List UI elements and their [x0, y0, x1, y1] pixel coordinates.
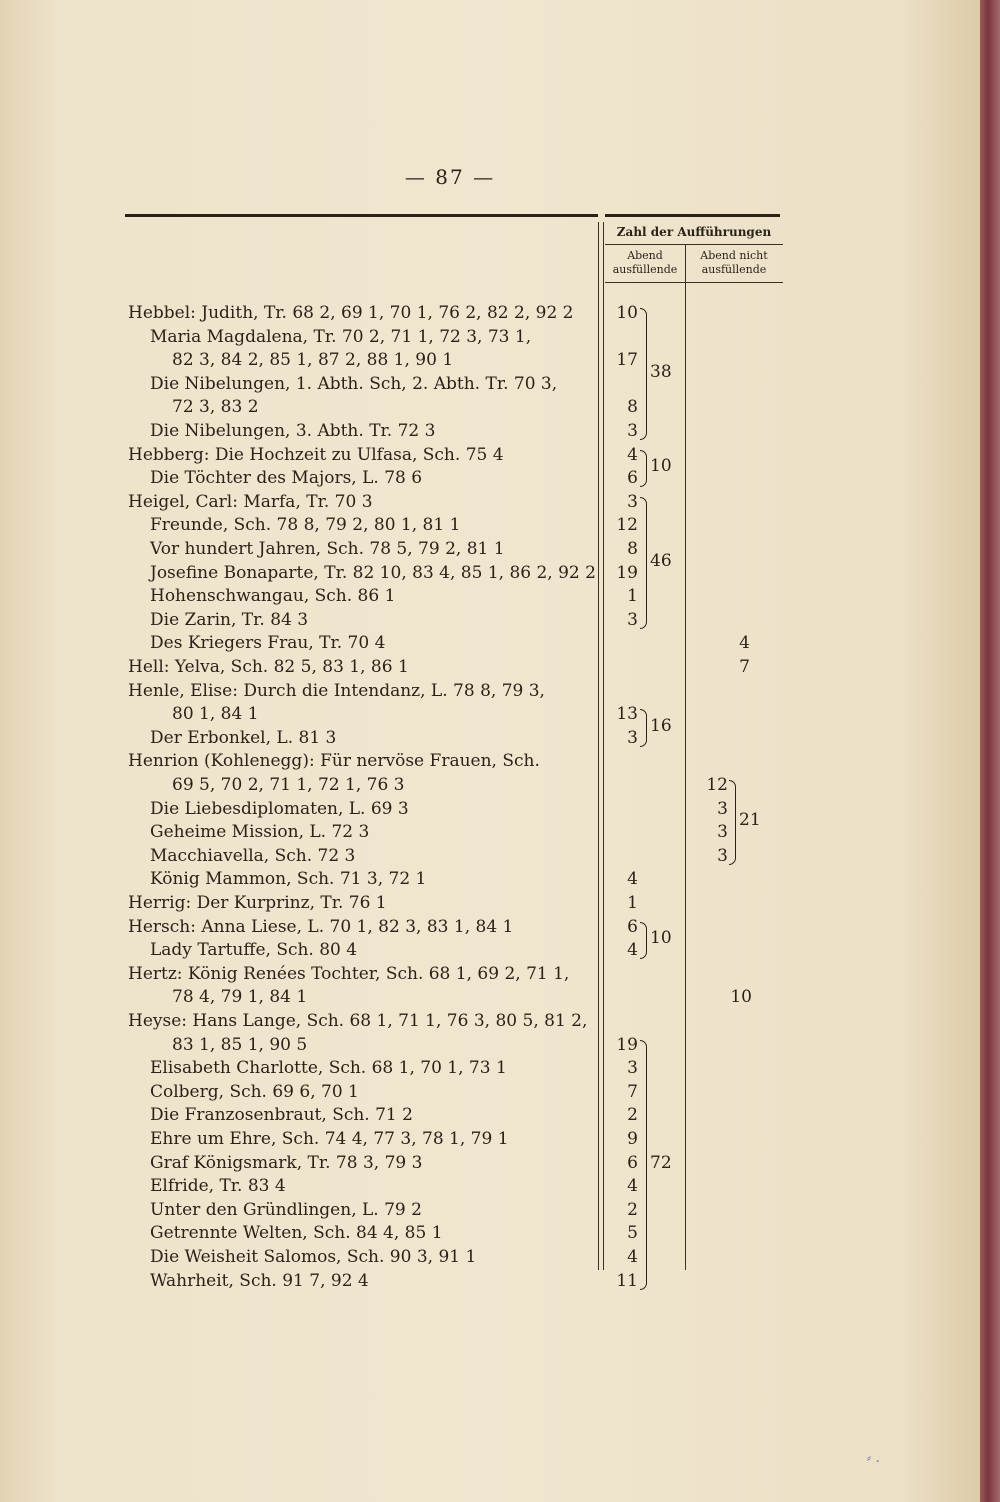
- count-not-evening: 3: [717, 822, 728, 843]
- count-evening: 5: [627, 1223, 638, 1244]
- pencil-mark: ⸗ .: [866, 1450, 880, 1466]
- entry-text: Lady Tartuffe, Sch. 80 4: [150, 940, 358, 961]
- entry-text: Die Nibelungen, 3. Abth. Tr. 72 3: [150, 421, 436, 441]
- entry-text: Vor hundert Jahren, Sch. 78 5, 79 2, 81 1: [150, 539, 505, 559]
- group-total: 10: [650, 456, 672, 477]
- entry-text: Hertz: König Renées Tochter, Sch. 68 1, 69 2, 71 1,: [128, 963, 570, 984]
- entry-text: Elfride, Tr. 83 4: [150, 1176, 286, 1197]
- count-evening: 6: [627, 916, 638, 937]
- count-evening: 4: [627, 869, 638, 890]
- entry-text: Herrig: Der Kurprinz, Tr. 76 1: [128, 893, 387, 913]
- count-evening: 9: [627, 1129, 638, 1149]
- entry-text: Die Liebesdiplomaten, L. 69 3: [150, 798, 409, 819]
- count-not-evening: 3: [717, 798, 728, 819]
- count-not-evening: 3: [717, 845, 728, 866]
- count-evening: 7: [627, 1081, 638, 1102]
- entry-text: Geheime Mission, L. 72 3: [150, 822, 370, 843]
- entry-text: Heigel, Carl: Marfa, Tr. 70 3: [128, 491, 373, 512]
- group-brace: [640, 709, 647, 747]
- entry-text: Die Weisheit Salomos, Sch. 90 3, 91 1: [150, 1247, 477, 1267]
- entry-text: Elisabeth Charlotte, Sch. 68 1, 70 1, 73 1: [150, 1058, 507, 1079]
- entry-text: Der Erbonkel, L. 81 3: [150, 727, 337, 748]
- entry-text: 80 1, 84 1: [172, 704, 259, 725]
- header-col1: Abend ausfüllende: [612, 249, 678, 276]
- entry-text: Henle, Elise: Durch die Intendanz, L. 78 8, 79 3,: [128, 680, 545, 701]
- entry-text: 72 3, 83 2: [172, 397, 259, 418]
- count-evening: 1: [627, 893, 638, 913]
- count-evening: 19: [616, 1034, 638, 1055]
- column-rule-left-2: [603, 222, 604, 1270]
- group-brace: [640, 308, 647, 440]
- group-total: 16: [650, 716, 672, 736]
- group-brace: [729, 780, 736, 865]
- count-not-evening: 12: [706, 775, 728, 795]
- entry-text: Henrion (Kohlenegg): Für nervöse Frauen, Sch.: [128, 751, 540, 772]
- count-evening: 2: [627, 1199, 638, 1220]
- header-main: Zahl der Aufführungen: [616, 225, 772, 239]
- entry-text: Hersch: Anna Liese, L. 70 1, 82 3, 83 1, 84 1: [128, 916, 514, 937]
- count-evening: 6: [627, 1152, 638, 1173]
- header-bottom-rule: [605, 282, 783, 283]
- count-evening: 4: [627, 1176, 638, 1197]
- entry-text: Freunde, Sch. 78 8, 79 2, 80 1, 81 1: [150, 515, 461, 536]
- entry-text: Die Töchter des Majors, L. 78 6: [150, 468, 423, 489]
- count-evening: 4: [627, 940, 638, 961]
- count-evening: 6: [627, 468, 638, 489]
- entry-text: Colberg, Sch. 69 6, 70 1: [150, 1081, 359, 1102]
- count-not-evening: 7: [739, 657, 750, 677]
- group-total: 38: [650, 362, 672, 382]
- page-number: — 87 —: [404, 165, 496, 189]
- book-spine: [980, 0, 1000, 1502]
- entry-text: 82 3, 84 2, 85 1, 87 2, 88 1, 90 1: [172, 350, 454, 371]
- group-brace: [640, 450, 647, 488]
- count-not-evening: 4: [739, 633, 750, 654]
- entry-text: Die Franzosenbraut, Sch. 71 2: [150, 1105, 413, 1126]
- count-evening: 2: [627, 1105, 638, 1126]
- column-rule-left: [598, 222, 599, 1270]
- count-evening: 13: [616, 704, 638, 725]
- count-evening: 3: [627, 1058, 638, 1079]
- entry-text: Heyse: Hans Lange, Sch. 68 1, 71 1, 76 3, 80 5, 81 2,: [128, 1011, 588, 1031]
- count-evening: 11: [616, 1270, 638, 1291]
- count-evening: 3: [627, 491, 638, 512]
- count-evening: 4: [627, 1247, 638, 1267]
- entry-text: Maria Magdalena, Tr. 70 2, 71 1, 72 3, 73 1,: [150, 326, 532, 347]
- count-evening: 4: [627, 444, 638, 465]
- entry-text: Wahrheit, Sch. 91 7, 92 4: [150, 1270, 369, 1291]
- entry-text: Ehre um Ehre, Sch. 74 4, 77 3, 78 1, 79 1: [150, 1129, 509, 1149]
- entry-text: Graf Königsmark, Tr. 78 3, 79 3: [150, 1152, 423, 1173]
- column-rule-middle: [685, 245, 686, 1270]
- count-evening: 3: [627, 421, 638, 441]
- group-brace: [640, 1040, 647, 1290]
- entry-text: 83 1, 85 1, 90 5: [172, 1034, 308, 1055]
- top-rule: [125, 214, 598, 217]
- group-brace: [640, 922, 647, 960]
- entry-text: Die Nibelungen, 1. Abth. Sch, 2. Abth. Tr. 70 3,: [150, 373, 558, 394]
- entry-text: Hell: Yelva, Sch. 82 5, 83 1, 86 1: [128, 657, 409, 677]
- header-col2: Abend nicht ausfüllende: [700, 249, 768, 276]
- entry-text: Unter den Gründlingen, L. 79 2: [150, 1199, 422, 1220]
- count-evening: 3: [627, 609, 638, 630]
- count-not-evening: 10: [730, 987, 752, 1008]
- group-total: 21: [739, 810, 761, 831]
- group-total: 46: [650, 550, 672, 571]
- group-total: 72: [650, 1152, 672, 1173]
- header-divider: [605, 244, 783, 245]
- entry-text: Getrennte Welten, Sch. 84 4, 85 1: [150, 1223, 443, 1244]
- entry-text: Macchiavella, Sch. 72 3: [150, 845, 356, 866]
- entry-text: Hohenschwangau, Sch. 86 1: [150, 586, 396, 607]
- count-evening: 3: [627, 727, 638, 748]
- entry-text: König Mammon, Sch. 71 3, 72 1: [150, 869, 427, 890]
- entry-text: Josefine Bonaparte, Tr. 82 10, 83 4, 85 1, 86 2, 92 2: [150, 562, 596, 583]
- entry-text: 69 5, 70 2, 71 1, 72 1, 76 3: [172, 775, 405, 795]
- count-evening: 1: [627, 586, 638, 607]
- entry-text: Hebbel: Judith, Tr. 68 2, 69 1, 70 1, 76 2, 82 2, 92 2: [128, 303, 574, 323]
- entry-text: 78 4, 79 1, 84 1: [172, 987, 308, 1008]
- group-total: 10: [650, 928, 672, 949]
- count-evening: 12: [616, 515, 638, 536]
- top-rule-right: [605, 214, 780, 217]
- count-evening: 8: [627, 397, 638, 418]
- count-evening: 17: [616, 350, 638, 371]
- entry-text: Des Kriegers Frau, Tr. 70 4: [150, 633, 386, 654]
- group-brace: [640, 497, 647, 629]
- count-evening: 10: [616, 303, 638, 323]
- entry-text: Die Zarin, Tr. 84 3: [150, 609, 309, 630]
- entry-text: Hebberg: Die Hochzeit zu Ulfasa, Sch. 75 4: [128, 444, 504, 465]
- count-evening: 19: [616, 562, 638, 583]
- count-evening: 8: [627, 539, 638, 559]
